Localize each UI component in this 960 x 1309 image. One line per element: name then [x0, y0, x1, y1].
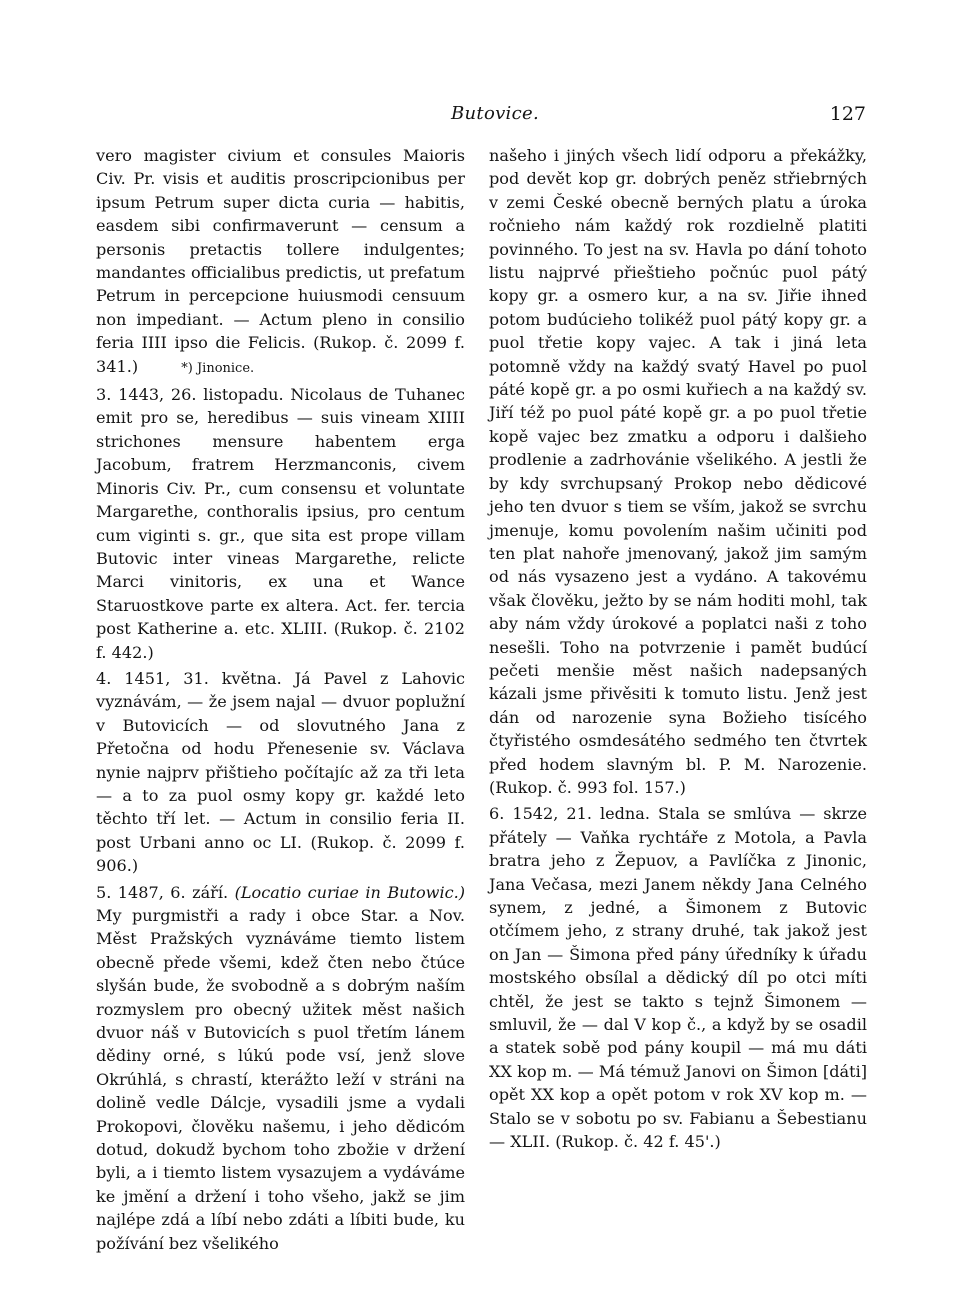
entry-5-continuation: [489, 144, 867, 799]
entry-3: [96, 383, 465, 664]
entry-italic-title: (Locatio curiae in Butowic.): [234, 882, 465, 902]
running-title: Butovice.: [451, 103, 539, 124]
paragraph-continuation: [96, 144, 465, 380]
entry-text: 4. 1451, 31. května. Já Pavel z Lahovic vyznávám, — že jsem najal — dvuor poplužní v Butovicích — od slovutného Jana z Přetočna od hodu Přenesenie sv. Václava nynie najprv přištieho počítajíc až za tři leta — a to za puol osmy kopy gr. každé leto těchto tří let. — Actum in consilio feria II. post Urbani anno oc LI. (Rukop. č. 2099 f. 906.): [96, 668, 465, 876]
entry-6: [489, 802, 867, 1153]
paragraph-text: vero magister civium et consules Maioris Civ. Pr. visis et auditis proscripcionibus per ipsum Petrum super dicta curia — habitis, easdem sibi confirmaverunt — censum a personis pretactis tollere indulgentes; mandantes officialibus predictis, ut prefatum Petrum in percepcione huiusmodi censuum non impediant. — Actum pleno in consilio feria IIII ipso die Felicis. (Rukop. č. 2099 f. 341.): [96, 146, 465, 376]
footnote: *) Jinonice.: [181, 360, 255, 376]
entry-lead: 5. 1487, 6. září.: [96, 882, 235, 902]
right-column: [489, 144, 867, 1153]
paragraph-text: našeho i jiných všech lidí odporu a překážky, pod devět kop gr. dobrých peněz střiebrných v zemi České obecně berných platu a úroka ročnieho nám každý rok rozdielně platiti povinného. To jest na sv. Havla po dání tohoto listu najprvé přieštieho počnúc puol pátý kopy gr. a osmero kur, a na sv. Jiřie ihned potom budúcieho tolikéž puol pátý kopy gr. a puol třetie kopy vajec. A tak i jiná leta potomně vždy na každý svatý Havel po puol páté kopě gr. a po osmi kuřiech a na každý sv. Jiří též po puol páté kopě gr. a po puol třetie kopě vajec bez zmatku a odporu i dalšieho prodlenie a zadrhovánie všelikého. A jestli že by kdy svrchupsaný Prokop nebo dědicové jeho ten dvuor s tiem se vším, jakož se svrchu jmenuje, komu povolením našim učiniti pod ten plat nahoře jmenovaný, jakož jim samým od nás vysazeno jest a vydáno. A takovému však člověku, ježto by se nám hoditi mohl, tak aby nám vždy úrokové a poplatci naši z toho nesešli. Toho na potvrzenie i pamět budúcí pečeti menšie měst našich nadepsaných kázali jsme přivěsiti k tomuto listu. Jenž jest dán od narozenie syna Božieho tisícého čtyřistého osmdesátého sedmého ten čtvrtek před hodem slavným bl. P. M. Narozenie. (Rukop. č. 993 fol. 157.): [489, 146, 867, 797]
left-column: [96, 144, 465, 1255]
entry-text: 3. 1443, 26. listopadu. Nicolaus de Tuhanec emit pro se, heredibus — suis vineam XIIII strichones mensure habentem erga Jacobum, fratrem Herzmanconis, civem Minoris Civ. Pr., cum consensu et voluntate Margarethe, conthoralis ipsius, pro centum cum viginti s. gr., que sita est prope villam Butovic inter vineas Margarethe, relicte Marci vinitoris, ex una et Wance Staruostkove parte ex altera. Act. fer. tercia post Katherine a. etc. XLIII. (Rukop. č. 2102 f. 442.): [96, 385, 465, 662]
entry-5: [96, 881, 465, 1256]
page-header: [96, 103, 866, 127]
entry-4: [96, 667, 465, 878]
page-number: 127: [829, 103, 866, 125]
entry-text: My purgmistři a rady i obce Star. a Nov. Měst Pražských vyznáváme tiemto listem obecně přede všemi, kdež čten nebo čtúce slyšán bude, že svobodně a s dobrým naším rozmyslem pro obecný užitek měst našich dvuor náš v Butovicích s puol třetím lánem dědiny orné, s lúkú pode vsí, jenž slove Okrúhlá, s chrastí, kterážto leží v stráni na dolině vedle Dálcje, vysadili jsme a vydali Prokopovi, člověku našemu, i jeho dědicóm dotud, dokudž bychom toho zbožie v držení byli, a i tiemto listem vysazujem a vydáváme ke jmění a držení i toho všeho, jakž se jim najlépe zdá a líbí nebo zdáti a líbiti bude, ku požívání bez všelikého: [96, 906, 465, 1253]
entry-text: 6. 1542, 21. ledna. Stala se smlúva — skrze přátely — Vaňka rychtáře z Motola, a Pavla bratra jeho z Žepuov, a Pavlíčka z Jinonic, Jana Večasa, mezi Janem někdy Jana Celného synem, z jedné, a Šimonem z Butovic otčímem jeho, z strany druhé, tak jakož jest on Jan — Šimona před pány úředníky k úřadu mostského obsílal a dědický díl po otci míti chtěl, že jest se takto s tejnž Šimonem — smluvil, že — dal V kop č., a když by se osadil a statek sobě pod pány koupil — má mu dáti XX kop m. — Má témuž Janovi on Šimon [dáti] opět XX kop a opět potom v rok XV kop m. — Stalo se v sobotu po sv. Fabianu a Šebestianu — XLII. (Rukop. č. 42 f. 45'.): [489, 804, 867, 1152]
